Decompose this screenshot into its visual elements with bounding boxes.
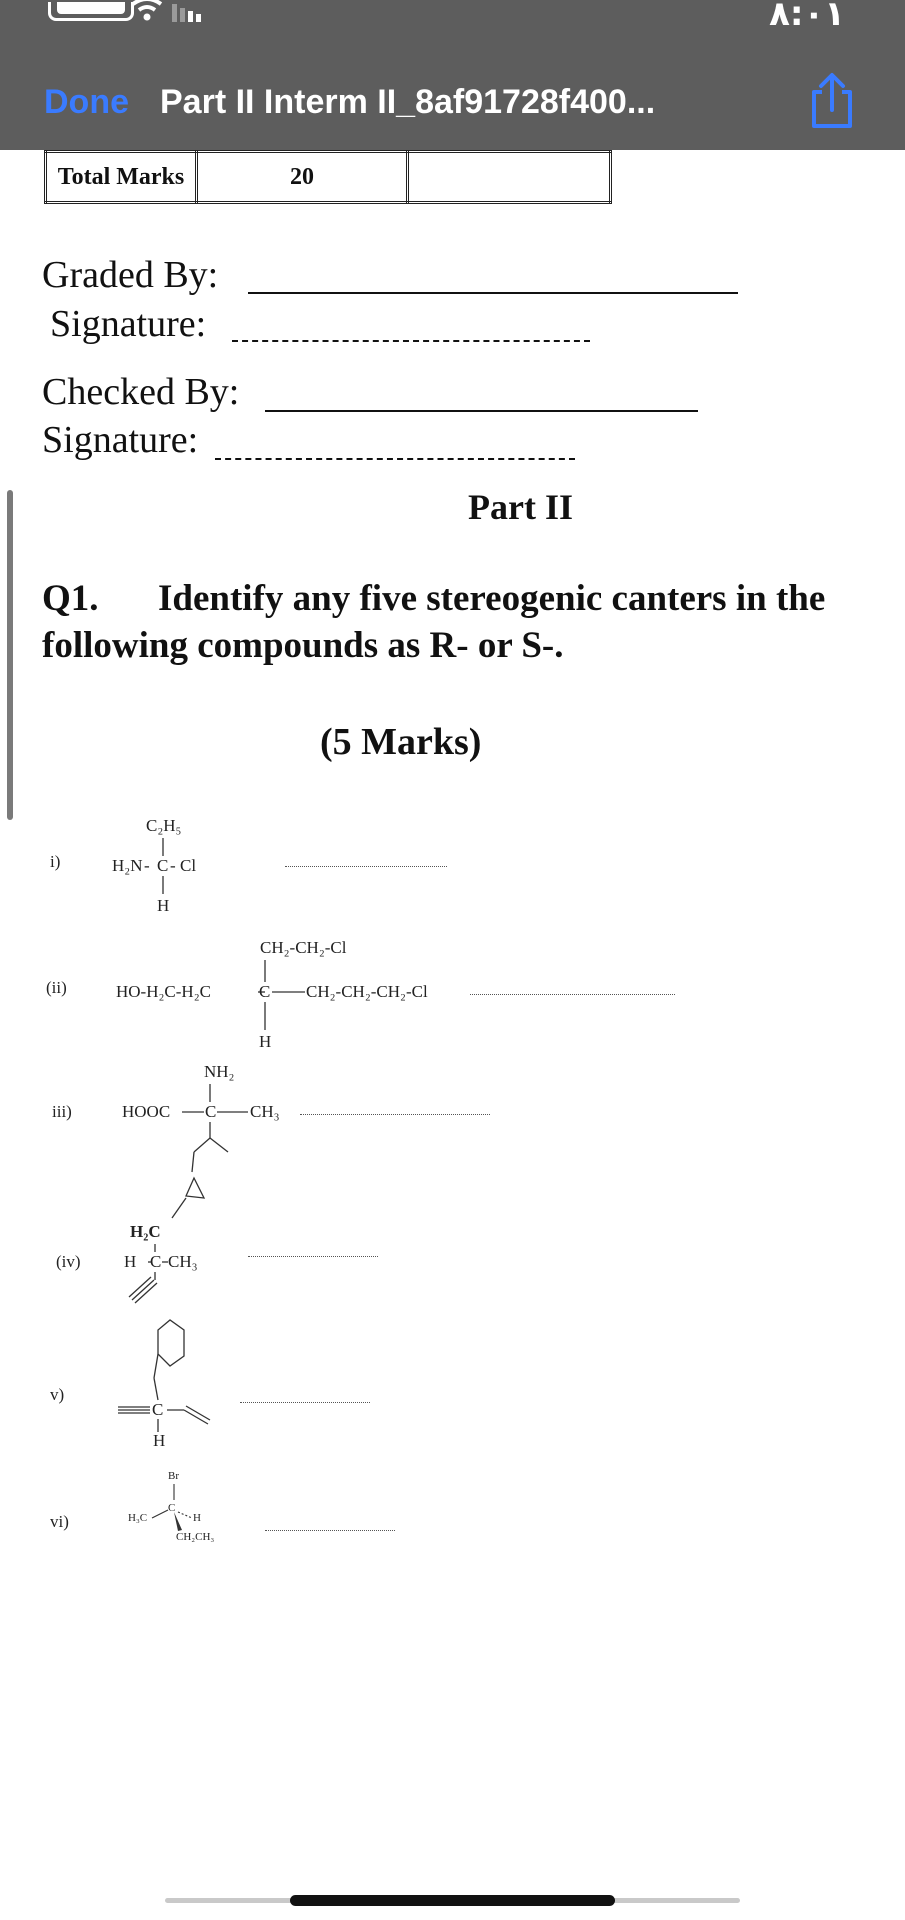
c6-left: H₃C [128, 1512, 148, 1524]
c1-center: C [157, 856, 169, 875]
item-label-vi: vi) [50, 1512, 69, 1531]
item-label-ii: (ii) [46, 978, 67, 997]
checked-by-label: Checked By: [42, 371, 240, 413]
c1-right: Cl [180, 856, 197, 875]
c5-center: C [152, 1400, 164, 1419]
answer-line-iii[interactable] [300, 1114, 490, 1115]
c4-right: CH₃ [168, 1252, 198, 1271]
c1-bottom: H [157, 896, 170, 915]
answer-line-i[interactable] [285, 866, 447, 867]
item-label-iv: (iv) [56, 1252, 81, 1271]
part-heading: Part II [468, 487, 573, 527]
c2-top: CH₂-CH₂-Cl [260, 938, 347, 957]
question-text: Identify any five stereogenic canters in the following compounds as R- or S-. [42, 578, 826, 666]
total-marks-value: 20 [197, 152, 408, 203]
c6-bottom: CH₂CH₃ [176, 1531, 215, 1543]
item-label-i: i) [50, 852, 61, 871]
graded-by-label: Graded By: [42, 254, 219, 296]
answer-line-v[interactable] [240, 1402, 370, 1403]
c2-bottom: H [259, 1032, 272, 1051]
c2-left: HO-H₂C-H₂C [116, 982, 211, 1001]
document-title: Part II Interm II_8af91728f400... [160, 83, 656, 121]
c3-left: HOOC [122, 1102, 171, 1121]
item-label-v: v) [50, 1385, 65, 1404]
c1-top: C₂H₅ [146, 816, 182, 835]
c4-center: C [150, 1252, 162, 1271]
c2-right: CH₂-CH₂-CH₂-Cl [306, 982, 428, 1001]
c6-top: Br [168, 1470, 179, 1482]
answer-line-iv[interactable] [248, 1256, 378, 1257]
signature-label-1: Signature: [50, 303, 207, 345]
question-number: Q1. [42, 578, 99, 619]
answer-line-vi[interactable] [265, 1530, 395, 1531]
c2-center: C [259, 982, 271, 1001]
c3-top: NH₂ [204, 1062, 235, 1081]
signature-label-2: Signature: [42, 419, 199, 461]
status-time: ٨:٠١ [769, 0, 845, 34]
question-marks: (5 Marks) [320, 721, 482, 763]
c4-top: H₂C [130, 1222, 161, 1241]
answer-line-ii[interactable] [470, 994, 675, 995]
c5-bottom: H [153, 1431, 166, 1450]
c1-left: H₂N [112, 856, 143, 875]
item-label-iii: iii) [52, 1102, 72, 1121]
c3-center: C [205, 1102, 217, 1121]
done-button[interactable]: Done [44, 83, 129, 121]
c6-center: C [168, 1502, 176, 1514]
c4-left: H [124, 1252, 137, 1271]
home-indicator[interactable] [290, 1895, 615, 1906]
total-marks-label: Total Marks [46, 152, 197, 203]
c6-right: H [193, 1512, 201, 1524]
c3-right: CH₃ [250, 1102, 280, 1121]
